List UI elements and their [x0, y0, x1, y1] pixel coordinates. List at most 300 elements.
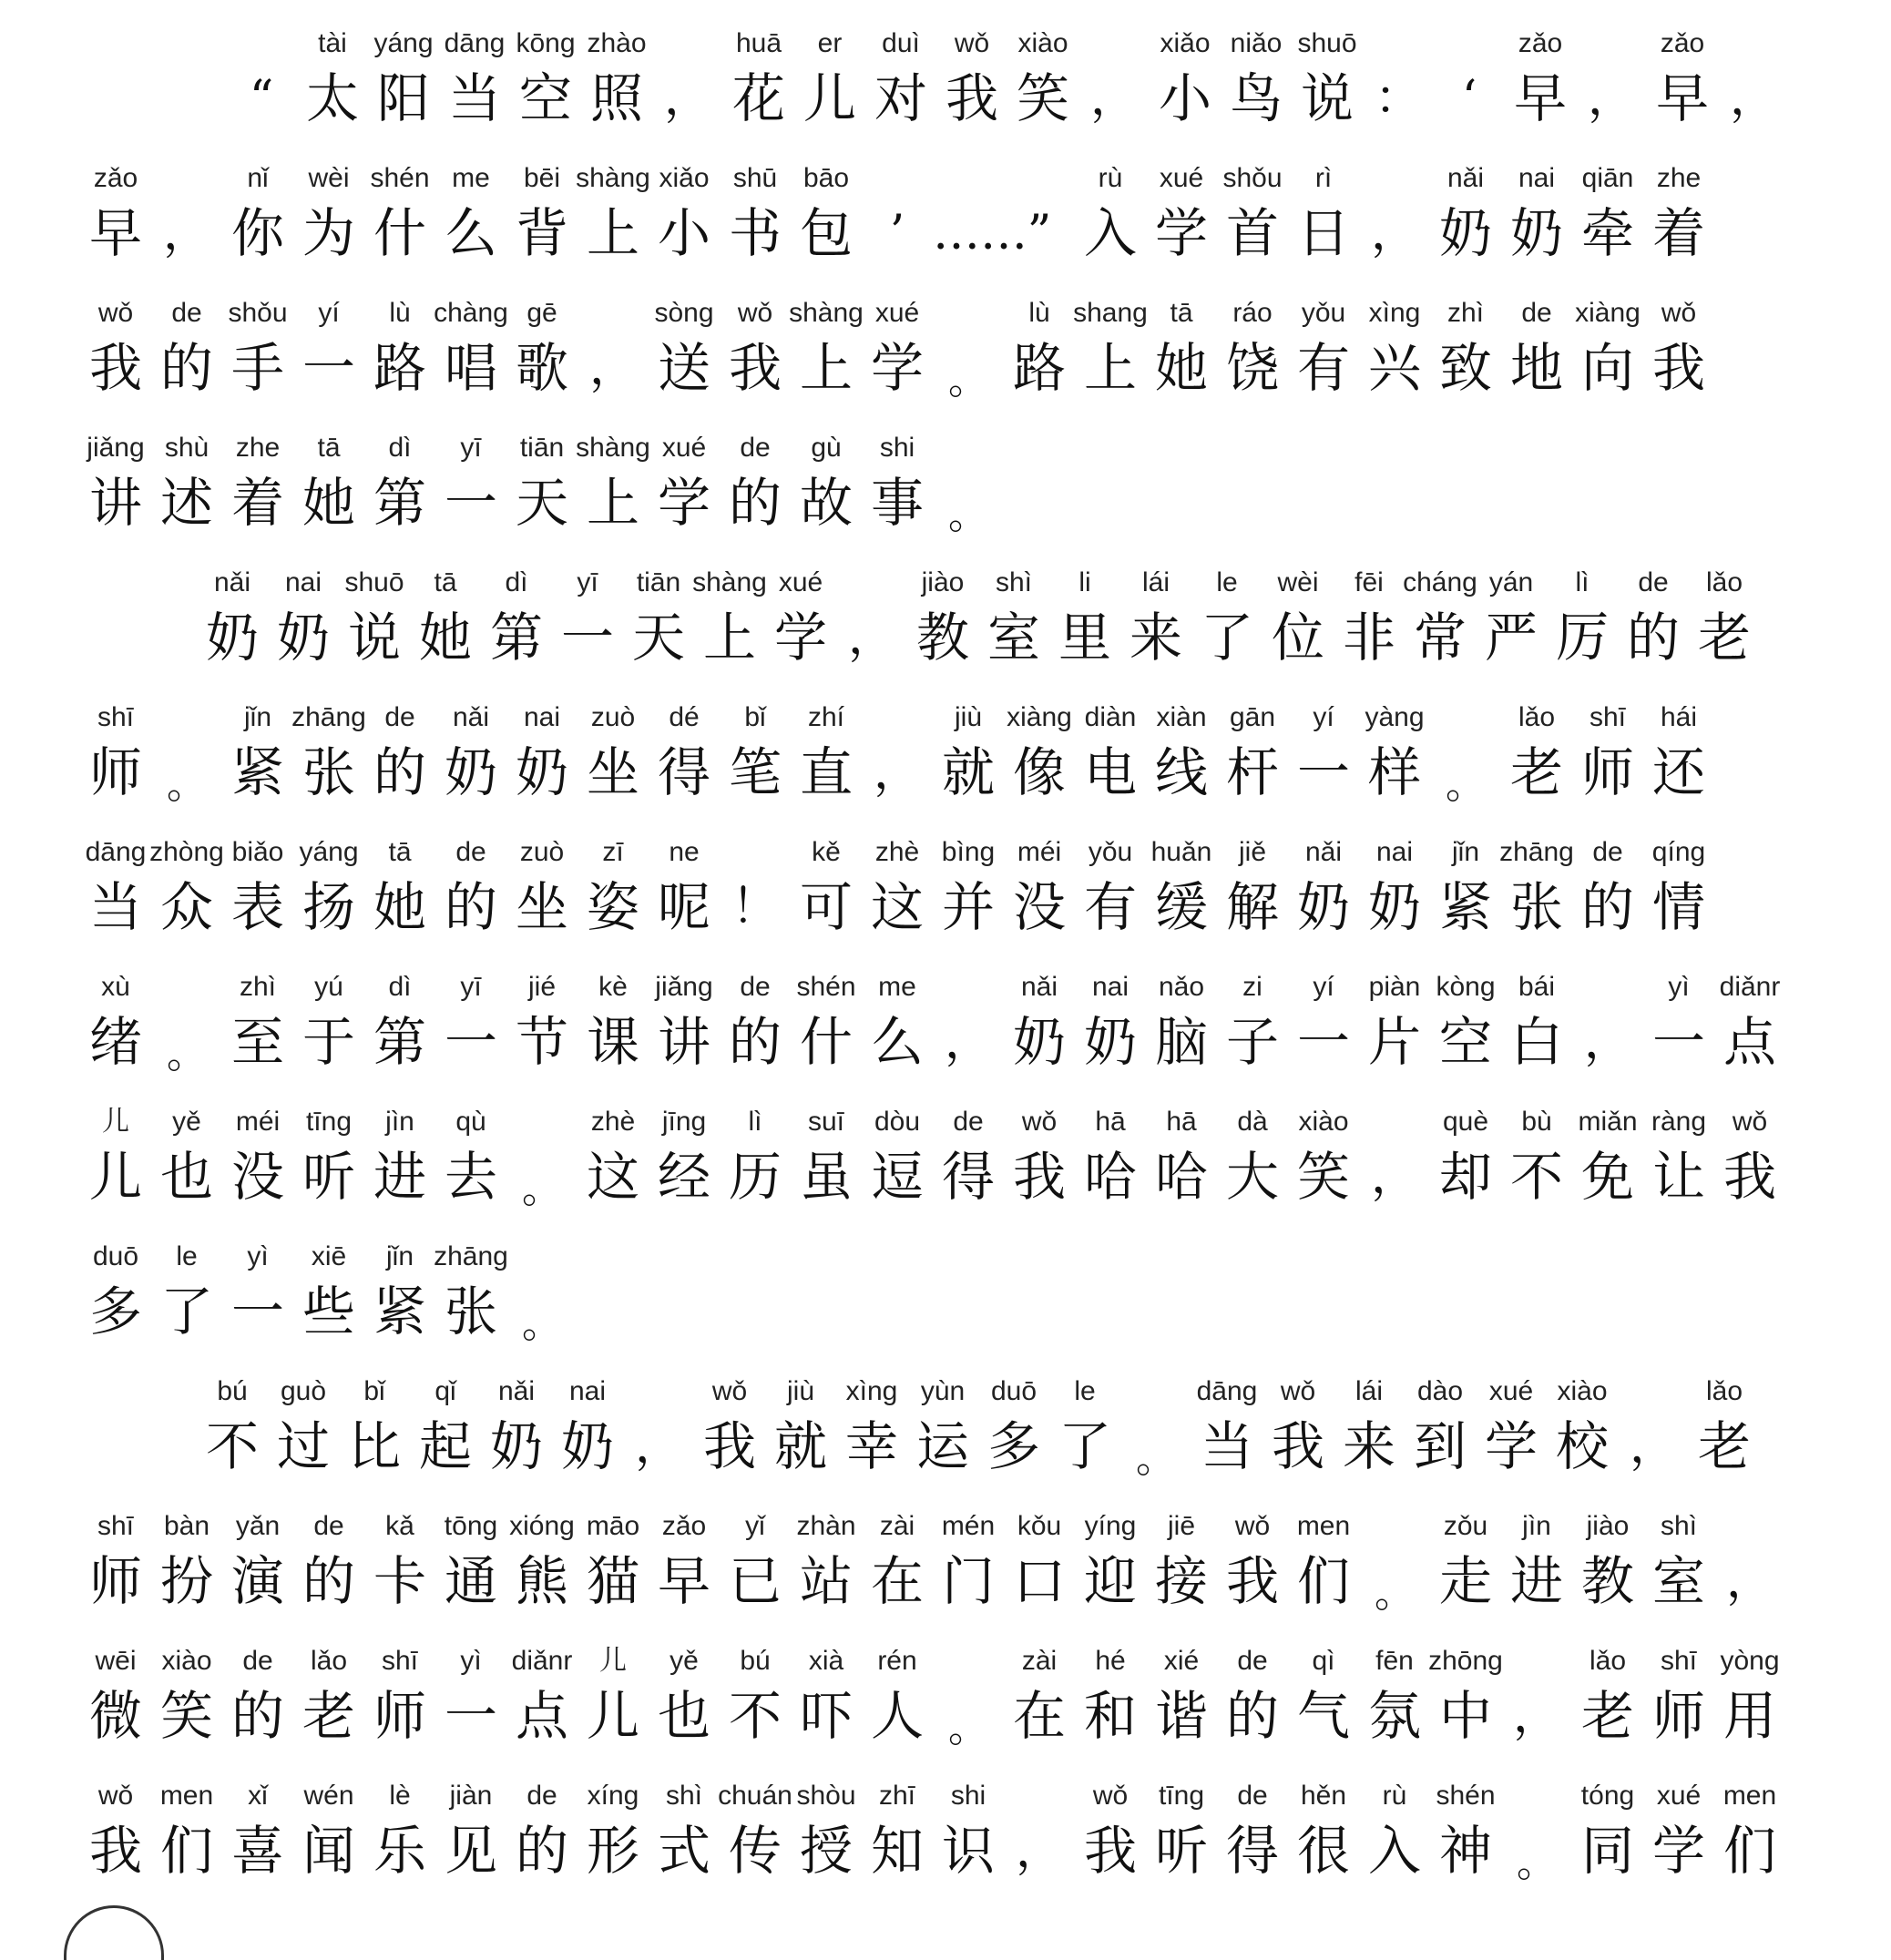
character-cell — [1430, 1752, 1501, 1887]
pinyin-annotation: de — [740, 972, 771, 1002]
character-cell — [506, 1213, 578, 1348]
hanzi-character: 没 — [230, 1146, 284, 1208]
character-cell — [80, 1752, 151, 1887]
hanzi-character: 书 — [728, 202, 782, 264]
hanzi-character: 得 — [941, 1146, 995, 1208]
pinyin-annotation: lǎo — [1705, 567, 1743, 597]
pinyin-annotation: zài — [879, 1511, 915, 1541]
character-cell — [506, 944, 578, 1078]
character-cell — [649, 404, 720, 539]
text-line — [0, 270, 1891, 404]
character-cell — [293, 1752, 364, 1887]
character-cell — [151, 1078, 222, 1213]
hanzi-character: 日 — [1296, 202, 1350, 264]
hanzi-character: 我 — [1722, 1146, 1776, 1208]
hanzi-character: 姿 — [586, 876, 639, 938]
character-cell — [1430, 674, 1501, 809]
character-cell — [862, 1078, 933, 1213]
hanzi-character: 点 — [1722, 1011, 1776, 1073]
pinyin-annotation: wǒ — [737, 298, 773, 328]
pinyin-annotation: wèi — [308, 163, 350, 193]
pinyin-annotation: wǒ — [97, 298, 134, 328]
character-cell — [1714, 944, 1785, 1078]
pinyin-annotation: niǎo — [1230, 28, 1283, 58]
hanzi-character: 却 — [1438, 1146, 1492, 1208]
character-cell — [1714, 1483, 1785, 1618]
hanzi-character: 奶 — [444, 741, 497, 803]
hanzi-character: 奶 — [1296, 876, 1350, 938]
character-cell — [1359, 135, 1430, 270]
character-cell — [578, 1618, 649, 1752]
hanzi-character: 我 — [88, 337, 142, 399]
character-cell — [435, 1078, 506, 1213]
character-cell — [1501, 270, 1572, 404]
character-cell — [791, 404, 862, 539]
pinyin-annotation: shén — [796, 972, 856, 1002]
pinyin-annotation: jiù — [954, 702, 982, 732]
character-cell — [1476, 539, 1547, 674]
pinyin-annotation: de — [740, 433, 771, 463]
hanzi-character: 师 — [1580, 741, 1634, 803]
character-cell — [435, 944, 506, 1078]
pinyin-annotation: jǐn — [1451, 837, 1479, 867]
character-cell — [1146, 1752, 1217, 1887]
hanzi-character: 不 — [1509, 1146, 1563, 1208]
pinyin-annotation: yí — [1313, 702, 1334, 732]
hanzi-character: 空 — [1438, 1011, 1492, 1073]
character-cell — [222, 809, 293, 944]
hanzi-character: 的 — [373, 741, 426, 803]
character-cell — [297, 0, 368, 135]
hanzi-character: 表 — [230, 876, 284, 938]
hanzi-character: 入 — [1367, 1820, 1421, 1882]
character-cell — [506, 270, 578, 404]
hanzi-character: 你 — [230, 202, 284, 264]
pinyin-annotation: tīng — [1158, 1781, 1205, 1811]
hanzi-character: 事 — [870, 472, 924, 534]
hanzi-character: 学 — [1484, 1415, 1538, 1477]
character-cell — [1359, 270, 1430, 404]
punctuation-mark: 。 — [1517, 1840, 1557, 1886]
hanzi-character: 来 — [1342, 1415, 1395, 1477]
pinyin-annotation: shàng — [789, 298, 864, 328]
hanzi-character: 么 — [444, 202, 497, 264]
pinyin-annotation: xù — [101, 972, 130, 1002]
hanzi-character: 紧 — [230, 741, 284, 803]
hanzi-character: 迎 — [1083, 1550, 1137, 1612]
pinyin-annotation: wǒ — [1234, 1511, 1271, 1541]
pinyin-annotation: shén — [1436, 1781, 1496, 1811]
pinyin-annotation: yǒu — [1301, 298, 1346, 328]
character-cell — [862, 404, 933, 539]
character-cell — [1501, 1078, 1572, 1213]
pinyin-annotation: bǐ — [363, 1376, 385, 1406]
character-cell — [1334, 1348, 1405, 1483]
hanzi-character: 张 — [302, 741, 355, 803]
character-cell — [151, 809, 222, 944]
hanzi-character: 老 — [302, 1685, 355, 1747]
hanzi-character: 点 — [515, 1685, 568, 1747]
character-cell — [1075, 1078, 1146, 1213]
character-cell — [933, 270, 1004, 404]
pinyin-annotation: ne — [669, 837, 700, 867]
pinyin-annotation: shuō — [1297, 28, 1357, 58]
punctuation-mark: ， — [1370, 206, 1418, 260]
character-cell — [623, 539, 694, 674]
hanzi-character: 像 — [1012, 741, 1066, 803]
pinyin-annotation: duì — [882, 28, 920, 58]
hanzi-character: 上 — [1083, 337, 1137, 399]
pinyin-annotation: jìn — [385, 1107, 414, 1137]
hanzi-character: 就 — [773, 1415, 827, 1477]
pinyin-annotation: lǎo — [1589, 1646, 1627, 1676]
pinyin-annotation: dà — [1237, 1107, 1268, 1137]
character-cell — [652, 0, 723, 135]
pinyin-annotation: zī — [602, 837, 624, 867]
hanzi-character: 一 — [444, 472, 497, 534]
pinyin-annotation: chàng — [434, 298, 508, 328]
character-cell — [1714, 1618, 1785, 1752]
hanzi-character: 教 — [1580, 1550, 1634, 1612]
character-cell — [364, 1618, 435, 1752]
punctuation-mark: ！ — [731, 880, 779, 934]
pinyin-annotation: yě — [670, 1646, 699, 1676]
character-cell — [506, 674, 578, 809]
hanzi-character: 至 — [230, 1011, 284, 1073]
pinyin-annotation: dòu — [874, 1107, 921, 1137]
pinyin-annotation: xié — [1163, 1646, 1200, 1676]
pinyin-annotation: méi — [1017, 837, 1062, 867]
hanzi-character: 哈 — [1083, 1146, 1137, 1208]
character-cell — [791, 809, 862, 944]
pinyin-annotation: wēi — [95, 1646, 137, 1676]
pinyin-annotation: wǒ — [97, 1781, 134, 1811]
pinyin-annotation: zhāng — [291, 702, 366, 732]
hanzi-character: 当 — [88, 876, 142, 938]
pinyin-annotation: zhe — [1656, 163, 1702, 193]
character-cell — [410, 1348, 481, 1483]
hanzi-character: 站 — [799, 1550, 853, 1612]
character-cell — [1146, 135, 1217, 270]
hanzi-character: 早 — [1513, 67, 1567, 129]
punctuation-mark: ” — [1027, 206, 1052, 260]
pinyin-annotation: de — [313, 1511, 344, 1541]
punctuation-mark: ， — [1370, 1149, 1418, 1204]
punctuation-mark: ， — [1583, 1015, 1631, 1069]
hanzi-character: 的 — [302, 1550, 355, 1612]
character-cell — [1288, 1483, 1359, 1618]
hanzi-character: 里 — [1058, 607, 1111, 669]
character-cell — [1476, 1348, 1547, 1483]
hanzi-character: 我 — [945, 67, 998, 129]
character-cell — [222, 944, 293, 1078]
character-cell — [435, 1752, 506, 1887]
character-cell — [364, 270, 435, 404]
character-cell — [978, 1348, 1049, 1483]
character-cell — [1359, 944, 1430, 1078]
hanzi-character: 送 — [657, 337, 710, 399]
character-cell — [1572, 1078, 1643, 1213]
pinyin-annotation: tā — [1170, 298, 1193, 328]
pinyin-annotation: guò — [280, 1376, 327, 1406]
hanzi-character: 猫 — [586, 1550, 639, 1612]
hanzi-character: 一 — [1296, 1011, 1350, 1073]
pinyin-annotation: yí — [1313, 972, 1334, 1002]
hanzi-character: 地 — [1509, 337, 1563, 399]
character-cell — [293, 674, 364, 809]
pinyin-annotation: kě — [812, 837, 841, 867]
punctuation-mark: ， — [588, 341, 637, 395]
hanzi-character: 让 — [1651, 1146, 1705, 1208]
punctuation-mark: 。 — [1136, 1435, 1176, 1482]
character-cell — [1288, 944, 1359, 1078]
pinyin-annotation: nǎi — [213, 567, 251, 597]
hanzi-character: 逗 — [870, 1146, 924, 1208]
hanzi-character: 她 — [418, 607, 472, 669]
hanzi-character: 她 — [302, 472, 355, 534]
hanzi-character: 中 — [1438, 1685, 1492, 1747]
character-cell — [435, 404, 506, 539]
text-line — [0, 1618, 1891, 1752]
character-cell — [1217, 674, 1288, 809]
hanzi-character: 常 — [1413, 607, 1467, 669]
hanzi-character: 杆 — [1225, 741, 1279, 803]
hanzi-character: 背 — [515, 202, 568, 264]
character-cell — [1146, 270, 1217, 404]
character-cell — [578, 1752, 649, 1887]
character-cell — [1049, 539, 1120, 674]
character-cell — [80, 404, 151, 539]
character-cell — [723, 0, 794, 135]
character-cell — [836, 539, 907, 674]
hanzi-character: 脑 — [1154, 1011, 1208, 1073]
character-cell — [862, 809, 933, 944]
character-cell — [1146, 809, 1217, 944]
hanzi-character: 卡 — [373, 1550, 426, 1612]
character-cell — [1004, 1078, 1075, 1213]
character-cell — [435, 809, 506, 944]
character-cell — [1643, 135, 1714, 270]
pinyin-annotation: nǐ — [247, 163, 269, 193]
character-cell — [1004, 270, 1075, 404]
character-cell — [1643, 1618, 1714, 1752]
pinyin-annotation: bái — [1518, 972, 1556, 1002]
character-cell — [1217, 944, 1288, 1078]
character-cell — [1643, 809, 1714, 944]
hanzi-character: 比 — [347, 1415, 401, 1477]
hanzi-character: 天 — [515, 472, 568, 534]
character-cell — [933, 674, 1004, 809]
hanzi-character: 室 — [986, 607, 1040, 669]
character-cell — [1334, 539, 1405, 674]
pinyin-annotation: shī — [381, 1646, 419, 1676]
character-cell — [649, 674, 720, 809]
hanzi-character: 当 — [1200, 1415, 1253, 1477]
hanzi-character: 包 — [799, 202, 853, 264]
hanzi-character: 教 — [915, 607, 969, 669]
hanzi-character: 们 — [159, 1820, 213, 1882]
character-cell — [151, 1483, 222, 1618]
pinyin-annotation: lǎo — [1518, 702, 1556, 732]
hanzi-character: 老 — [1697, 1415, 1751, 1477]
pinyin-annotation: li — [1078, 567, 1091, 597]
punctuation-mark: ， — [1725, 1554, 1773, 1608]
character-cell — [293, 1078, 364, 1213]
character-cell — [151, 674, 222, 809]
pinyin-annotation: dāng — [85, 837, 147, 867]
character-cell — [506, 404, 578, 539]
hanzi-character: 们 — [1296, 1550, 1350, 1612]
character-cell — [1075, 135, 1146, 270]
pinyin-annotation: xiào — [1557, 1376, 1608, 1406]
text-line — [0, 1483, 1891, 1618]
character-cell — [933, 1078, 1004, 1213]
character-cell — [720, 1483, 791, 1618]
character-cell — [364, 1078, 435, 1213]
character-cell — [720, 1618, 791, 1752]
hanzi-character: 鸟 — [1229, 67, 1283, 129]
character-cell — [1647, 0, 1718, 135]
hanzi-character: 我 — [1271, 1415, 1324, 1477]
hanzi-character: 样 — [1367, 741, 1421, 803]
pinyin-annotation: gān — [1229, 702, 1276, 732]
hanzi-character: 片 — [1367, 1011, 1421, 1073]
pinyin-annotation: 儿 — [599, 1646, 627, 1676]
pinyin-annotation: qǐ — [434, 1376, 456, 1406]
hanzi-character: 们 — [1722, 1820, 1776, 1882]
hanzi-character: 历 — [728, 1146, 782, 1208]
pinyin-annotation: zǎo — [1518, 28, 1563, 58]
hanzi-character: 一 — [230, 1281, 284, 1342]
character-cell — [1572, 135, 1643, 270]
character-cell — [649, 1483, 720, 1618]
pinyin-annotation: shuō — [344, 567, 404, 597]
pinyin-annotation: jiǎng — [655, 972, 713, 1002]
hanzi-character: 第 — [373, 472, 426, 534]
hanzi-character: 我 — [1012, 1146, 1066, 1208]
pinyin-annotation: rén — [877, 1646, 917, 1676]
hanzi-character: 的 — [159, 337, 213, 399]
pinyin-annotation: me — [452, 163, 490, 193]
pinyin-annotation: lì — [748, 1107, 762, 1137]
character-cell — [1288, 1752, 1359, 1887]
character-cell — [1618, 539, 1689, 674]
character-cell — [1004, 1483, 1075, 1618]
pinyin-annotation: xiào — [1298, 1107, 1349, 1137]
character-cell — [1501, 809, 1572, 944]
pinyin-annotation: qù — [455, 1107, 486, 1137]
character-cell — [907, 1348, 978, 1483]
hanzi-character: 得 — [1225, 1820, 1279, 1882]
hanzi-character: 已 — [728, 1550, 782, 1612]
pinyin-annotation: xiàng — [1575, 298, 1641, 328]
pinyin-annotation: de — [1237, 1781, 1268, 1811]
character-cell — [1434, 0, 1505, 135]
hanzi-character: 绪 — [88, 1011, 142, 1073]
character-cell — [1501, 674, 1572, 809]
character-cell — [506, 1483, 578, 1618]
character-cell — [151, 404, 222, 539]
pinyin-annotation: xiào — [161, 1646, 212, 1676]
hanzi-character: 去 — [444, 1146, 497, 1208]
hanzi-character: 来 — [1129, 607, 1182, 669]
punctuation-mark: 。 — [1446, 761, 1486, 808]
pinyin-annotation: yòng — [1720, 1646, 1780, 1676]
hanzi-character: 儿 — [802, 67, 856, 129]
pinyin-annotation: gē — [526, 298, 557, 328]
pinyin-annotation: zǒu — [1443, 1511, 1488, 1541]
character-cell — [151, 1213, 222, 1348]
pinyin-annotation: de — [1521, 298, 1552, 328]
character-cell — [649, 1618, 720, 1752]
pinyin-annotation: jiě — [1238, 837, 1266, 867]
pinyin-annotation: shi — [950, 1781, 986, 1811]
character-cell — [293, 270, 364, 404]
character-cell — [1288, 270, 1359, 404]
hanzi-character: 奶 — [205, 607, 259, 669]
hanzi-character: 天 — [631, 607, 685, 669]
character-cell — [578, 135, 649, 270]
pinyin-annotation: kòng — [1436, 972, 1496, 1002]
pinyin-annotation: shī — [1589, 702, 1627, 732]
pinyin-annotation: lì — [1575, 567, 1589, 597]
character-cell — [1572, 1483, 1643, 1618]
hanzi-character: 大 — [1225, 1146, 1279, 1208]
pinyin-annotation: rù — [1382, 1781, 1407, 1811]
hanzi-character: 故 — [799, 472, 853, 534]
character-cell — [1643, 1078, 1714, 1213]
character-cell — [1075, 944, 1146, 1078]
character-cell — [720, 1078, 791, 1213]
hanzi-character: 么 — [870, 1011, 924, 1073]
hanzi-character: 同 — [1580, 1820, 1634, 1882]
hanzi-character: 这 — [586, 1146, 639, 1208]
pinyin-annotation: jǐn — [385, 1241, 414, 1271]
hanzi-character: 经 — [657, 1146, 710, 1208]
character-cell — [1576, 0, 1647, 135]
character-cell — [1262, 539, 1334, 674]
text-line — [0, 1078, 1891, 1213]
character-cell — [623, 1348, 694, 1483]
character-cell — [364, 944, 435, 1078]
pinyin-annotation: bù — [1521, 1107, 1552, 1137]
character-cell — [1405, 1348, 1476, 1483]
character-cell — [80, 1213, 151, 1348]
hanzi-character: 解 — [1225, 876, 1279, 938]
character-cell — [720, 809, 791, 944]
hanzi-character: 路 — [1012, 337, 1066, 399]
text-line — [0, 809, 1891, 944]
pinyin-annotation: dì — [505, 567, 528, 597]
pinyin-annotation: zhào — [587, 28, 647, 58]
hanzi-character: 哈 — [1154, 1146, 1208, 1208]
hanzi-character: 校 — [1555, 1415, 1609, 1477]
hanzi-character: 接 — [1154, 1550, 1208, 1612]
pinyin-annotation: shī — [97, 702, 135, 732]
hanzi-character: 奶 — [1367, 876, 1421, 938]
hanzi-character: 节 — [515, 1011, 568, 1073]
hanzi-character: 乐 — [373, 1820, 426, 1882]
pinyin-annotation: jīng — [661, 1107, 707, 1137]
character-cell — [649, 135, 720, 270]
pinyin-annotation: bàn — [163, 1511, 210, 1541]
pinyin-annotation: xìng — [845, 1376, 898, 1406]
pinyin-annotation: xiàng — [1007, 702, 1072, 732]
hanzi-character: 上 — [586, 202, 639, 264]
pinyin-annotation: de — [242, 1646, 273, 1676]
pinyin-annotation: yǐ — [745, 1511, 765, 1541]
hanzi-character: 笑 — [159, 1685, 213, 1747]
